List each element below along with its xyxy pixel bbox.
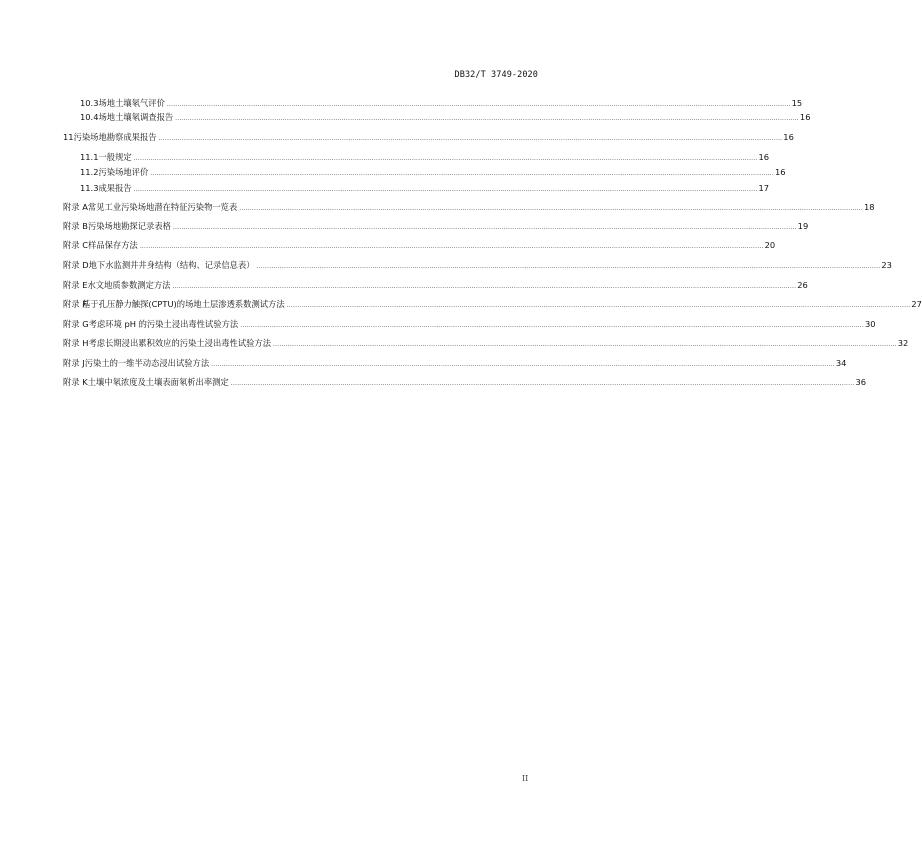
toc-leader-dots: ........................................................................................................................................................................................................................................................................................................ — [230, 380, 855, 387]
toc-entry-page: 32 — [897, 338, 909, 348]
toc-leader-dots: ........................................................................................................................................................................................................................................................................................................ — [166, 101, 791, 108]
toc-entry-page: 23 — [881, 260, 892, 270]
toc-entry-number: 11.2 — [80, 167, 99, 177]
toc-entry-number: 附录 K — [63, 377, 88, 387]
toc-leader-dots: ........................................................................................................................................................................................................................................................................................................ — [172, 283, 797, 290]
toc-entry-number: 附录 F — [63, 299, 88, 309]
page-number: II — [522, 774, 529, 783]
toc-entry[interactable] — [63, 260, 892, 272]
toc-entry-number: 附录 E — [63, 280, 88, 290]
toc-entry-number: 10.4 — [80, 112, 99, 122]
toc-entry-number: 附录 A — [63, 202, 88, 212]
toc-leader-dots: ........................................................................................................................................................................................................................................................................................................ — [158, 135, 783, 142]
toc-entry-title: 污染场地评价 — [98, 167, 149, 177]
toc-entry-number: 附录 C — [63, 240, 89, 250]
toc-entry-page: 34 — [835, 358, 847, 368]
toc-entry-title: 污染土的一维半动态浸出试验方法 — [84, 358, 210, 368]
toc-entry-title: 土壤中氡浓度及土壤表面氡析出率测定 — [87, 377, 229, 387]
toc-entry-page: 16 — [758, 152, 769, 162]
toc-entry-number: 10.3 — [80, 98, 99, 108]
toc-entry-page: 17 — [758, 183, 769, 193]
toc-entry[interactable] — [63, 358, 847, 370]
toc-leader-dots: ........................................................................................................................................................................................................................................................................................................ — [239, 205, 864, 212]
toc-entry-title: 地下水监测井井身结构（结构、记录信息表） — [88, 260, 255, 270]
toc-entry[interactable] — [80, 112, 811, 124]
toc-entry-title: 考虑环境 pH 的污染土浸出毒性试验方法 — [88, 319, 239, 329]
toc-entry-page: 20 — [764, 240, 776, 250]
toc-entry-title: 场地土壤氡调查报告 — [98, 112, 174, 122]
toc-entry-page: 27 — [911, 299, 922, 309]
toc-entry-page: 19 — [797, 221, 809, 231]
toc-leader-dots: ........................................................................................................................................................................................................................................................................................................ — [286, 302, 911, 309]
toc-entry[interactable] — [80, 98, 803, 110]
toc-entry[interactable] — [80, 152, 769, 164]
toc-entry-title: 污染场地勘探记录表格 — [87, 221, 171, 231]
toc-entry-number: 11.3 — [80, 183, 99, 193]
toc-entry-title: 基于孔压静力触探(CPTU)的场地土层渗透系数测试方法 — [82, 299, 285, 309]
toc-leader-dots: ........................................................................................................................................................................................................................................................................................................ — [133, 186, 758, 193]
toc-entry-number: 附录 J — [63, 358, 85, 368]
toc-entry-page: 16 — [775, 167, 786, 177]
toc-entry-page: 16 — [783, 132, 794, 142]
toc-entry-number: 附录 B — [63, 221, 88, 231]
toc-entry[interactable] — [63, 338, 909, 350]
toc-entry[interactable] — [63, 299, 922, 311]
toc-leader-dots: ........................................................................................................................................................................................................................................................................................................ — [211, 361, 835, 368]
toc-entry-page: 15 — [791, 98, 803, 108]
toc-leader-dots: ........................................................................................................................................................................................................................................................................................................ — [273, 341, 897, 348]
toc-entry[interactable] — [63, 319, 876, 331]
toc-entry[interactable] — [63, 280, 808, 292]
toc-entry-number: 附录 D — [63, 260, 89, 270]
toc-entry-title: 场地土壤氡气评价 — [98, 98, 165, 108]
toc-leader-dots: ........................................................................................................................................................................................................................................................................................................ — [256, 263, 881, 270]
toc-leader-dots: ........................................................................................................................................................................................................................................................................................................ — [133, 155, 758, 162]
toc-entry-title: 考虑长期浸出累积效应的污染土浸出毒性试验方法 — [88, 338, 272, 348]
toc-entry-title: 样品保存方法 — [88, 240, 138, 250]
toc-entry-page: 16 — [799, 112, 811, 122]
toc-leader-dots: ........................................................................................................................................................................................................................................................................................................ — [139, 243, 764, 250]
toc-entry-page: 26 — [797, 280, 808, 290]
toc-entry[interactable] — [80, 167, 786, 179]
toc-entry-page: 18 — [864, 202, 875, 212]
toc-entry[interactable] — [63, 132, 794, 144]
toc-entry-number: 11 — [63, 132, 74, 142]
toc-leader-dots: ........................................................................................................................................................................................................................................................................................................ — [172, 224, 797, 231]
toc-entry[interactable] — [63, 202, 875, 214]
toc-leader-dots: ........................................................................................................................................................................................................................................................................................................ — [240, 322, 864, 329]
toc-entry-title: 一般规定 — [98, 152, 132, 162]
toc-entry-title: 污染场地勘察成果报告 — [73, 132, 157, 142]
toc-entry[interactable] — [80, 183, 769, 195]
toc-leader-dots: ........................................................................................................................................................................................................................................................................................................ — [150, 170, 775, 177]
toc-entry[interactable] — [63, 221, 809, 233]
toc-entry-number: 附录 H — [63, 338, 89, 348]
toc-entry-title: 水文地质参数测定方法 — [87, 280, 171, 290]
toc-entry[interactable] — [63, 240, 776, 252]
toc-entry-number: 11.1 — [80, 152, 99, 162]
toc-entry-number: 附录 G — [63, 319, 89, 329]
toc-entry-page: 36 — [855, 377, 867, 387]
toc-entry-page: 30 — [864, 319, 876, 329]
document-code: DB32/T 3749-2020 — [454, 70, 538, 80]
toc-entry[interactable] — [63, 377, 867, 389]
toc-entry-title: 常见工业污染场地潜在特征污染物一览表 — [87, 202, 238, 212]
toc-leader-dots: ........................................................................................................................................................................................................................................................................................................ — [175, 115, 799, 122]
toc-entry-title: 成果报告 — [98, 183, 132, 193]
